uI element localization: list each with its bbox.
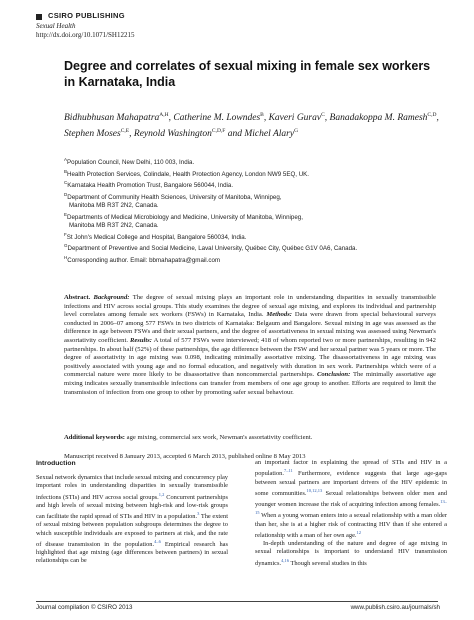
affiliation-marker: A [64,157,68,162]
author-affiliation-marker: C,D [427,112,437,118]
author-name: Reynold Washington [133,129,212,140]
author-affiliation-marker: A,H [159,112,169,118]
affiliation-marker: F [64,231,67,237]
abstract-methods: Data were drawn from special behavioural surveys conducted in 2006–07 among 577 FSWs in two districts of Karnataka: Belgaum and Bangalore. Sexual mixing in age was assessed as the difference in age between FSWs and their sexual partners, and the degree of assortativeness in sexual mixing was assessed using Newman's assortativity coefficient. [64,311,436,344]
citation-link[interactable]: 4–6 [154,538,161,544]
affiliation-text: Department of Preventive and Social Medicine, Laval University, Québec City, Québec G1V 0A6, Canada. [67,245,358,253]
affiliation-text: Health Protection Services, Colindale, Health Protection Agency, London NW9 5EQ, UK. [67,170,310,178]
author-affiliation-marker: C,E [120,128,130,135]
publisher-name: CSIRO PUBLISHING [48,11,125,20]
right-paragraph-2 [255,540,447,568]
author-name: Stephen Moses [64,129,121,140]
affiliation-text: Departments of Medical Microbiology and Medicine, University of Manitoba, Winnipeg, [67,213,303,221]
intro-paragraph [36,474,228,565]
body-text: Though several studies in this [288,559,367,567]
affiliation-marker: C [64,180,68,186]
affiliation-text: Population Council, New Delhi, 110 003, India. [67,159,195,167]
affiliation-text: St John's Medical College and Hospital, Bangalore 560034, India. [66,233,247,241]
manuscript-dates: Manuscript received 8 January 2013, accepted 6 March 2013, published online 8 May 2013 [64,453,306,460]
author-affiliation-marker: C [321,112,325,118]
body-text: When a young woman enters into a sexual relationship with a man older than her, she is at a higher risk of contracting HIV than if she entered a relationship with a man of her own age. [255,512,447,540]
journal-name: Sexual Health [36,22,76,30]
affiliation-marker: G [64,243,68,249]
body-text: The extent of sexual mixing between population subgroups determines the degree to which susceptible individuals are exposed to partners at risk, and the rate of disease transmission in the population. [36,513,228,548]
citation-link[interactable]: 3 [197,511,200,517]
abstract-label: Abstract. [64,294,91,301]
article-title: Degree and correlates of sexual mixing in female sex workers in Karnataka, India [64,59,431,89]
affiliation-text: Corresponding author. Email: bbmahapatra@gmail.com [67,257,221,264]
abstract-background: The degree of sexual mixing plays an important role in understanding disparities in sexually transmissible infections and HIV across social groups. This study examines the degree of sexual age mixing, and explores its individual and partnership level correlates among female sex workers (FSWs) in Karnataka, India. [64,294,436,319]
author-list: Bidhubhusan Mahapatra$^{A,H}$, Catherine M. Lowndes$^B$, Kaveri Gurav$^C$, Banadakoppa M. Ramesh$^{C,D}$, Stephen Moses$^{C,E}$, Reynold Washington$^{C,D,F}$ and Michel Alary$^G$ [64,112,439,140]
author-affiliation-marker: G [294,128,299,135]
affiliation-item [64,179,464,191]
body-text: Sexual relationships between older men and younger women increase the risk of acquiring infection among females. [255,489,447,509]
affiliation-item [64,156,464,168]
publisher-mark [36,14,42,20]
affiliations [64,156,464,266]
methods-label: Methods: [266,311,292,319]
body-text: an important factor in explaining the spread of STIs and HIV in a population. [255,459,447,478]
affiliation-text-cont: Manitoba MB R3T 2N2, Canada. [69,222,159,230]
affiliation-item [64,254,464,266]
keywords-label: Additional keywords: [64,434,126,441]
citation-link[interactable]: 10,12,13 [306,487,323,493]
background-label: Background: [93,294,130,301]
affiliation-text-cont: Manitoba MB R3T 2N2, Canada. [69,202,159,210]
right-paragraph-1 [255,459,447,540]
citation-link[interactable]: 7–11 [283,468,293,474]
affiliation-item [64,191,464,203]
results-label: Results: [129,336,152,344]
doi-link[interactable]: http://dx.doi.org/10.1071/SH12215 [36,31,135,39]
keywords-text: age mixing, commercial sex work, Newman's assortativity coefficient. [126,434,313,441]
affiliation-marker: D [64,191,68,197]
body-text: In-depth understanding of the nature and degree of age mixing in sexual relationships is important to understand HIV transmission dynamics. [255,540,447,567]
left-column [36,460,228,566]
body-text: Empirical research has highlighted that age mixing (age differences between partners) in sexual relationships can be [36,541,228,565]
footer-rule [36,601,438,602]
right-column [255,460,447,568]
author-name: Michel Alary [244,129,295,140]
affiliation-item [64,242,464,254]
citation-link[interactable]: 12 [356,529,362,535]
affiliation-marker: H [64,254,68,260]
conclusion-label: Conclusion: [316,371,351,379]
footer-url[interactable]: www.publish.csiro.au/journals/sh [350,604,440,611]
author-affiliation-marker: C,D,F [211,128,226,135]
body-text: Furthermore, evidence suggests that large age-gaps between sexual partners are important drivers of the HIV epidemic in some communities. [255,470,447,497]
affiliation-item [64,211,464,223]
abstract [64,294,436,397]
author-name: Banadakoppa M. Ramesh [329,113,428,124]
affiliation-marker: E [64,211,68,217]
author-name: Bidhubhusan Mahapatra [64,113,160,124]
intro-heading: Introduction [36,460,76,467]
footer-copyright: Journal compilation © CSIRO 2013 [36,604,133,611]
abstract-conclusion: The minimally assortative age mixing indicates sexually transmissible infections can transfer from members of one age group to another. Efforts are required to limit the transmission of infection from one group to other by promoting safer sexual behaviour. [64,371,436,396]
citation-link[interactable]: 1,2 [158,491,165,497]
affiliation-text: Karnataka Health Promotion Trust, Bangalore 560044, India. [67,182,234,190]
author-affiliation-marker: B [260,112,264,118]
abstract-results: A total of 577 FSWs were interviewed; 418 of whom reported two or more partnerships, resulting in 942 partnerships. In about half (52%) of these partnerships, the age difference between the FSW and her sexual partner was 5 years or more. The degree of assortativity in age mixing was 0.098, indicating minimally assortative mixing. The disassortativeness in age mixing was positively associated with young age and no formal education, and negatively with duration in sex work. Partnerships which were of a commercial nature were more likely to be disassortative than noncommercial partnerships. [64,336,436,379]
affiliation-item [64,168,464,180]
author-name: Catherine M. Lowndes [173,113,261,124]
author-name: Kaveri Gurav [268,113,322,124]
citation-link[interactable]: 4,16 [281,557,289,563]
affiliation-item [64,231,464,243]
body-text: Sexual network dynamics that include sexual mixing and concurrency play important roles in understanding disparities in sexually transmissible infections (STIs) and HIV across social groups. [36,474,228,501]
citation-link[interactable]: 13–15 [255,499,447,516]
keywords [64,434,436,443]
affiliation-marker: B [64,168,68,174]
body-text: Concurrent partnerships and high levels of sexual mixing between high-risk and low-risk groups can facilitate the rapid spread of STIs and HIV in a population. [36,493,228,521]
affiliation-text: Department of Community Health Sciences, University of Manitoba, Winnipeg, [67,193,282,201]
